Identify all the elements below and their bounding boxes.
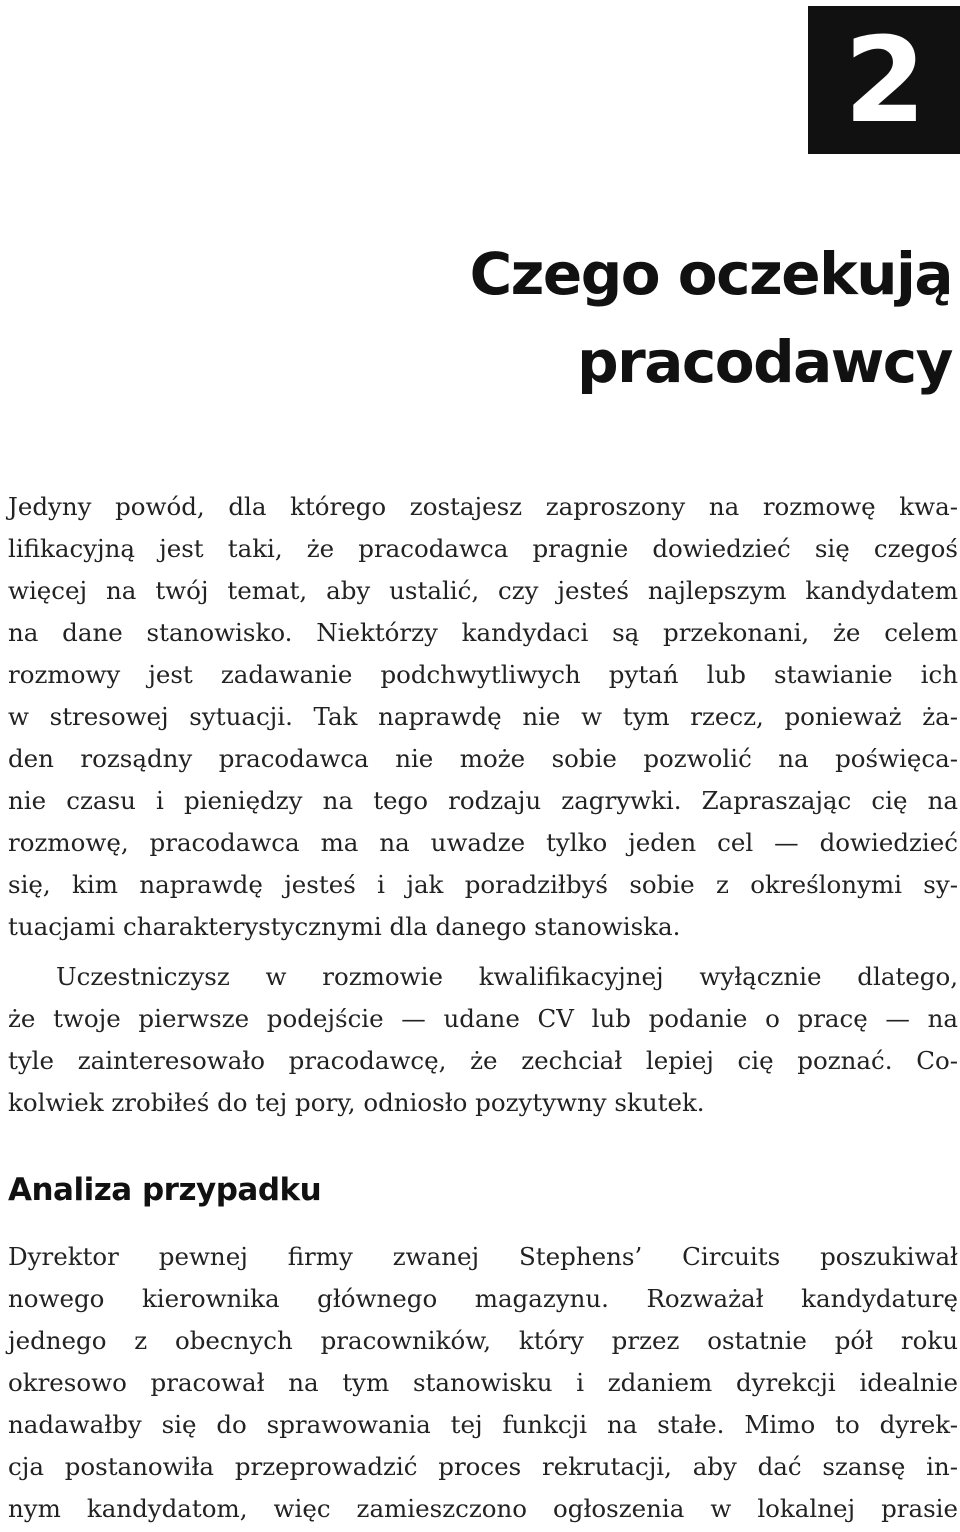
chapter-title-line-1: Czego oczekują bbox=[469, 240, 952, 308]
text-line: więcej na twój temat, aby ustalić, czy jesteś najlepszym kandydatem bbox=[8, 576, 958, 605]
text-line: cja postanowiła przeprowadzić proces rekrutacji, aby dać szansę in- bbox=[8, 1452, 958, 1481]
chapter-number-box bbox=[808, 6, 960, 154]
text-line: w stresowej sytuacji. Tak naprawdę nie w tym rzecz, ponieważ ża- bbox=[8, 702, 958, 731]
text-line: że twoje pierwsze podejście — udane CV lub podanie o pracę — na bbox=[8, 1004, 958, 1033]
text-line: okresowo pracował na tym stanowisku i zdaniem dyrekcji idealnie bbox=[8, 1368, 958, 1397]
text-line: Uczestniczysz w rozmowie kwalifikacyjnej wyłącznie dlatego, bbox=[56, 962, 958, 991]
chapter-title-line-2: pracodawcy bbox=[577, 328, 952, 396]
text-line: się, kim naprawdę jesteś i jak poradziłbyś sobie z określonymi sy- bbox=[8, 870, 958, 899]
text-line: rozmowę, pracodawca ma na uwadze tylko jeden cel — dowiedzieć bbox=[8, 828, 958, 857]
text-line: jednego z obecnych pracowników, który przez ostatnie pół roku bbox=[8, 1326, 958, 1355]
chapter-title bbox=[470, 230, 952, 406]
chapter-number: 2 bbox=[843, 11, 925, 149]
text-line: lifikacyjną jest taki, że pracodawca pragnie dowiedzieć się czegoś bbox=[8, 534, 958, 563]
text-line: tuacjami charakterystycznymi dla danego stanowiska. bbox=[8, 912, 681, 941]
text-line: kolwiek zrobiłeś do tej pory, odniosło pozytywny skutek. bbox=[8, 1088, 705, 1117]
section-heading: Analiza przypadku bbox=[8, 1172, 322, 1208]
second-paragraph bbox=[8, 956, 958, 1124]
text-line: nie czasu i pieniędzy na tego rodzaju zagrywki. Zapraszając cię na bbox=[8, 786, 958, 815]
case-study-paragraph bbox=[8, 1236, 958, 1530]
text-line: nowego kierownika głównego magazynu. Rozważał kandydaturę bbox=[8, 1284, 958, 1313]
text-line: Dyrektor pewnej firmy zwanej Stephens’ Circuits poszukiwał bbox=[8, 1242, 958, 1271]
text-line: na dane stanowisko. Niektórzy kandydaci są przekonani, że celem bbox=[8, 618, 958, 647]
text-line: tyle zainteresowało pracodawcę, że zechciał lepiej cię poznać. Co- bbox=[8, 1046, 958, 1075]
text-line: nadawałby się do sprawowania tej funkcji na stałe. Mimo to dyrek- bbox=[8, 1410, 958, 1439]
text-line: den rozsądny pracodawca nie może sobie pozwolić na poświęca- bbox=[8, 744, 958, 773]
text-line: Jedyny powód, dla którego zostajesz zaproszony na rozmowę kwa- bbox=[8, 492, 958, 521]
text-line: nym kandydatom, więc zamieszczono ogłoszenia w lokalnej prasie bbox=[8, 1494, 958, 1523]
intro-paragraph bbox=[8, 486, 958, 948]
text-line: rozmowy jest zadawanie podchwytliwych pytań lub stawianie ich bbox=[8, 660, 958, 689]
